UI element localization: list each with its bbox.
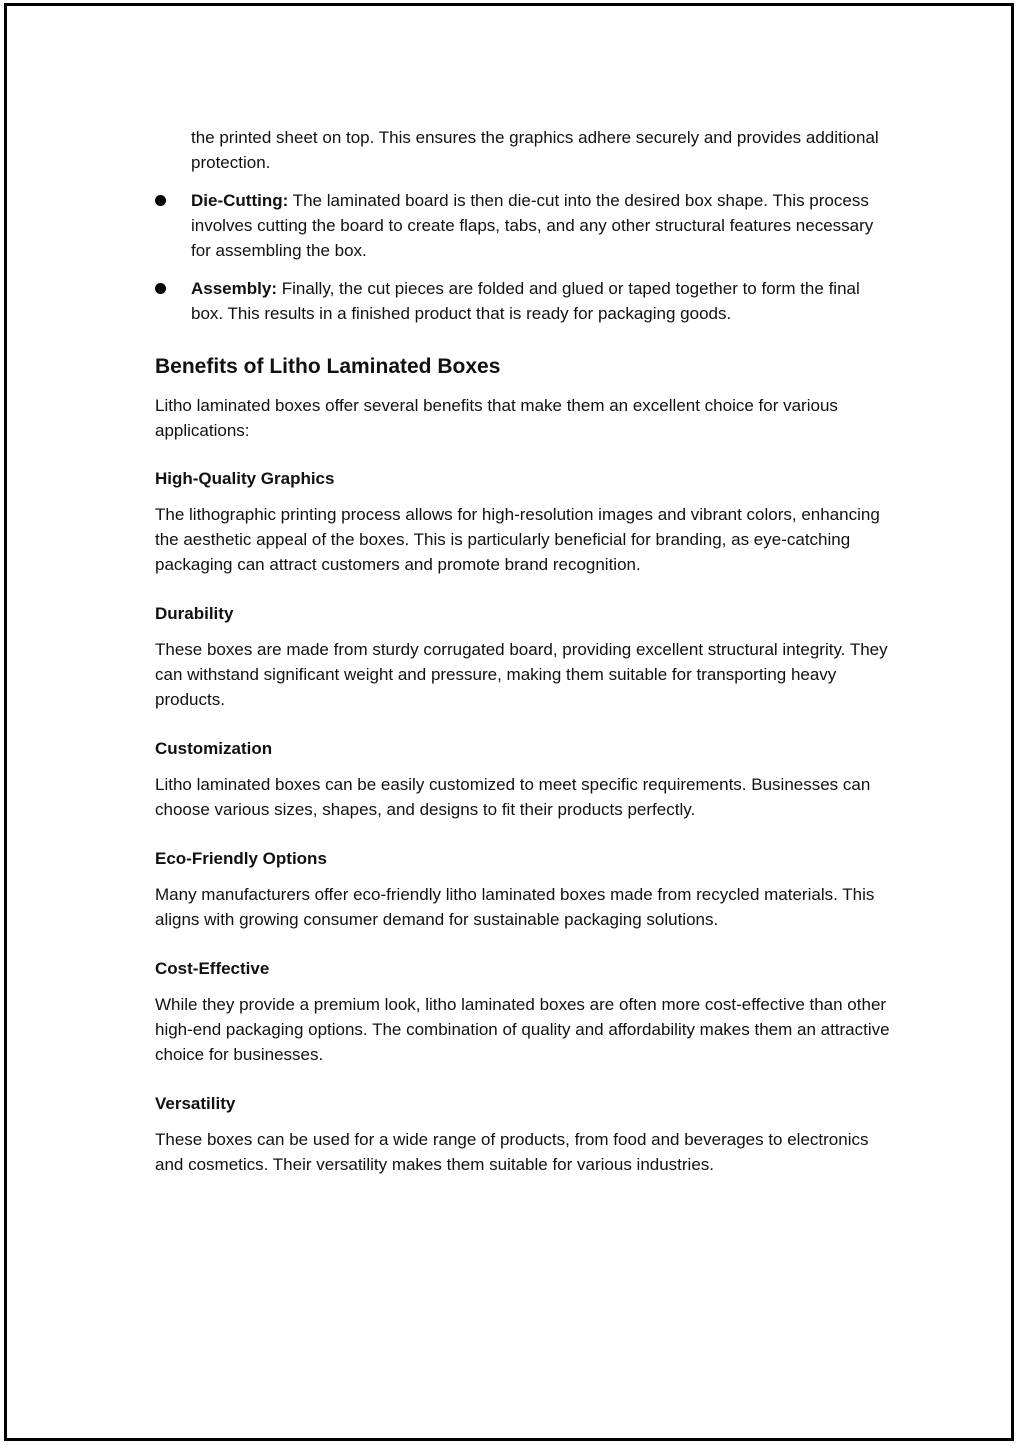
subsection-title-eco-friendly-options: Eco-Friendly Options — [155, 849, 327, 868]
subsection-title-customization: Customization — [155, 739, 273, 758]
subsection-body: While they provide a premium look, litho laminated boxes are often more cost-effective than other high-end packaging options. The combination of quality and affordability makes them an attractive choice for businesses. — [155, 995, 890, 1064]
list-item-description: The laminated board is then die-cut into the desired box shape. This process involves cutting the board to create flaps, tabs, and any other structural features necessary for assembling the box. — [191, 191, 874, 260]
list-item-assembly — [155, 276, 890, 326]
bullet-icon — [155, 283, 166, 294]
list-item-die-cutting — [155, 188, 890, 263]
section-heading: Benefits of Litho Laminated Boxes — [155, 355, 501, 378]
list-item-text — [191, 188, 890, 263]
list-item-term: Assembly: — [191, 279, 277, 298]
subsection-body: Many manufacturers offer eco-friendly litho laminated boxes made from recycled materials. This aligns with growing consumer demand for sustainable packaging solutions. — [155, 885, 875, 929]
subsection-title-cost-effective: Cost-Effective — [155, 959, 270, 978]
subsection-body: These boxes are made from sturdy corrugated board, providing excellent structural integrity. They can withstand significant weight and pressure, making them suitable for transporting heavy products. — [155, 640, 888, 709]
list-item-description: Finally, the cut pieces are folded and glued or taped together to form the final box. This results in a finished product that is ready for packaging goods. — [191, 279, 860, 323]
subsection-body: The lithographic printing process allows for high-resolution images and vibrant colors, enhancing the aesthetic appeal of the boxes. This is particularly beneficial for branding, as eye-catching packaging can attract customers and promote brand recognition. — [155, 505, 880, 574]
subsection-title-versatility: Versatility — [155, 1094, 236, 1113]
section-intro: Litho laminated boxes offer several benefits that make them an excellent choice for various applications: — [155, 396, 838, 440]
document-content — [155, 125, 890, 1203]
continued-paragraph: the printed sheet on top. This ensures the graphics adhere securely and provides additional protection. — [191, 128, 879, 172]
bullet-icon — [155, 195, 166, 206]
list-item-text — [191, 276, 890, 326]
subsection-title-high-quality-graphics: High-Quality Graphics — [155, 469, 335, 488]
subsection-body: These boxes can be used for a wide range of products, from food and beverages to electronics and cosmetics. Their versatility makes them suitable for various industries. — [155, 1130, 869, 1174]
subsection-body: Litho laminated boxes can be easily customized to meet specific requirements. Businesses can choose various sizes, shapes, and designs to fit their products perfectly. — [155, 775, 871, 819]
list-item-term: Die-Cutting: — [191, 191, 289, 210]
subsection-title-durability: Durability — [155, 604, 234, 623]
